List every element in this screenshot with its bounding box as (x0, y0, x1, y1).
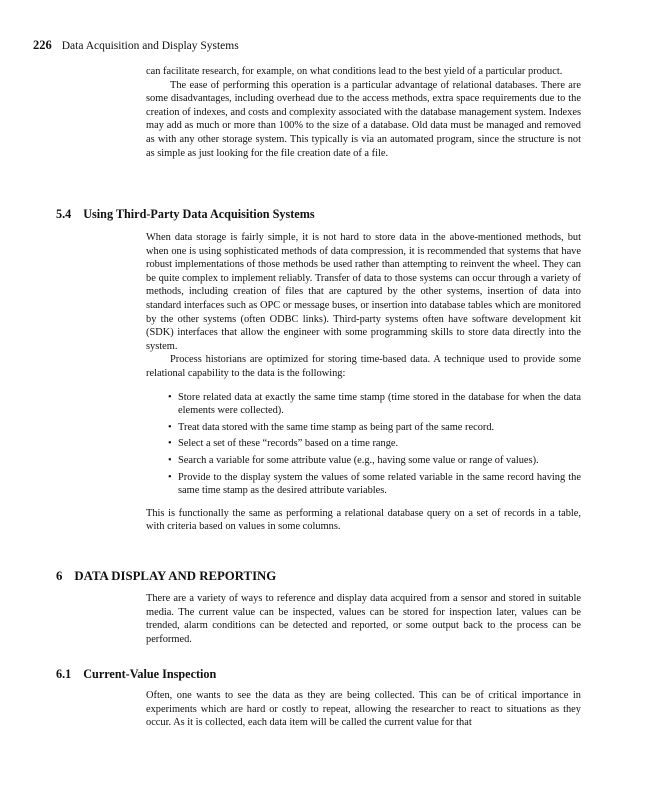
paragraph-relational-advantage: The ease of performing this operation is a particular advantage of relational databases. There are some disadvantages, including overhead due to the access methods, extra space requirements due to the creation of indexes, and costs and complexity associated with the database management system. Indexes may add as much or more than 100% to the size of a database. Old data must be managed and removed as with any other storage system. This typically is via an automated program, since the structure is not as simple as just looking for the file creation date of a file. (146, 79, 581, 159)
section-6-1-body (146, 689, 581, 730)
section-heading-6-1 (56, 667, 216, 682)
section-5-4-body (146, 231, 581, 534)
section-title: Using Third-Party Data Acquisition Systems (83, 207, 315, 221)
paragraph-continued: can facilitate research, for example, on what conditions lead to the best yield of a particular product. (146, 66, 563, 77)
list-item: • Treat data stored with the same time stamp as being part of the same record. (168, 421, 495, 433)
list-item: • Store related data at exactly the same time stamp (time stored in the database for when the data elements were collected). (168, 391, 581, 417)
technique-bullet-list (146, 391, 581, 498)
section-heading-6 (56, 569, 276, 584)
list-item: • Select a set of these “records” based on a time range. (168, 438, 399, 450)
page-number: 226 (33, 38, 52, 52)
paragraph-current-value: Often, one wants to see the data as they are being collected. This can be of critical importance in experiments which are hard or costly to repeat, allowing the researcher to react to situations as they occur. As it is collected, each data item will be called the current value for that (146, 690, 581, 729)
paragraph-third-party: When data storage is fairly simple, it is not hard to store data in the above-mentioned methods, but when one is using sophisticated methods of data compression, it is recommended that systems that have robust implementations of those methods be used rather than attempting to reinvent the wheel. They can be quite complex to implement reliably. Transfer of data to those systems can occur through a variety of methods, including creation of files that are captured by the other systems, insertion of data into standard interfaces such as OPC or message buses, or insertion into database tables which are monitored by the other systems (often ODBC links). Third-party systems often have software development kit (SDK) interfaces that allow the engineer with some programming skills to store data directly into the system. (146, 232, 581, 352)
list-item: • Search a variable for some attribute value (e.g., having some value or range of values). (168, 454, 539, 466)
paragraph-process-historians: Process historians are optimized for storing time-based data. A technique used to provide some relational capability to the data is the following: (146, 354, 581, 379)
opening-text-block (146, 65, 581, 160)
list-item: • Provide to the display system the values of some related variable in the same record having the same time stamp as the desired attribute variables. (168, 471, 581, 497)
running-title: Data Acquisition and Display Systems (61, 40, 239, 52)
section-title: DATA DISPLAY AND REPORTING (74, 569, 277, 583)
paragraph-functional-equivalence: This is functionally the same as performing a relational database query on a set of records in a table, with criteria based on values in some columns. (146, 507, 581, 533)
section-number: 6 (56, 569, 63, 583)
section-6-body (146, 592, 581, 646)
section-title: Current-Value Inspection (83, 667, 217, 681)
section-number: 6.1 (56, 667, 72, 681)
section-heading-5-4 (56, 207, 315, 222)
running-header (33, 38, 239, 53)
section-number: 5.4 (56, 207, 72, 221)
paragraph-display-ways: There are a variety of ways to reference and display data acquired from a sensor and stored in suitable media. The current value can be inspected, values can be stored for inspection later, values can be trended, alarm conditions can be detected and reported, or some output back to the process can be performed. (146, 593, 581, 645)
